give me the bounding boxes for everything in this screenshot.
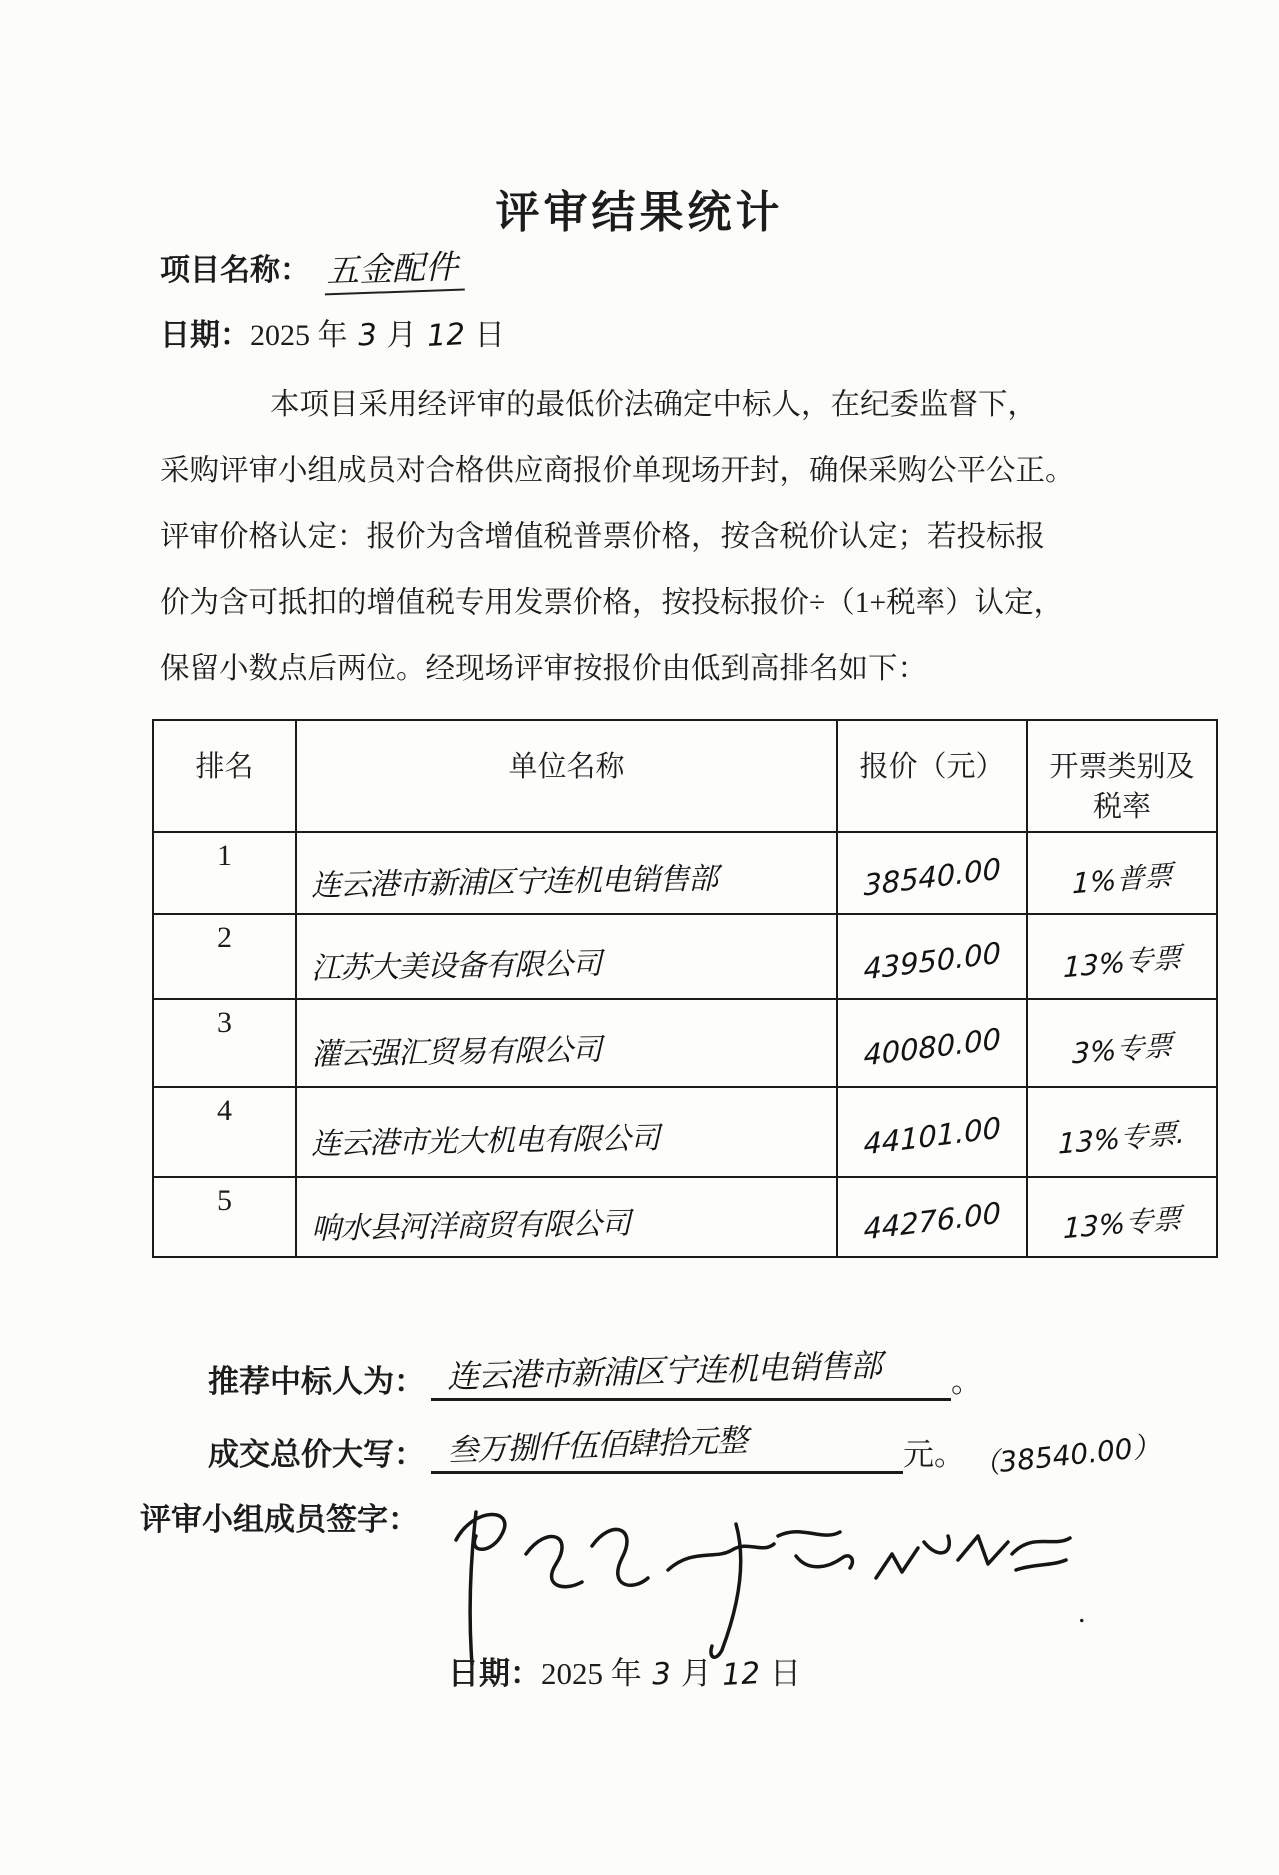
price-cell xyxy=(837,999,1027,1087)
date-day-unit: 日 xyxy=(474,319,505,352)
signature-scribble-2 xyxy=(668,1524,852,1657)
company-handwriting: 江苏大美设备有限公司 xyxy=(310,945,602,987)
tax-handwriting: 1%普票 xyxy=(1071,858,1173,900)
company-cell xyxy=(296,999,837,1087)
date-day-handwritten: 12 xyxy=(425,317,466,354)
signature-label: 评审小组成员签字： xyxy=(140,1502,419,1537)
price-handwriting: 38540.00 xyxy=(863,851,1001,903)
footer-date-month-handwritten: 3 xyxy=(650,1656,672,1693)
header-tax-line1: 开票类别及 xyxy=(1049,751,1195,783)
rank-cell: 5 xyxy=(153,1177,296,1257)
footer-date-label: 日期： xyxy=(448,1656,541,1691)
date-line xyxy=(160,310,505,354)
paragraph-line-3: 评审价格认定：报价为含增值税普票价格，按含税价认定；若投标报 xyxy=(160,521,1046,553)
header-price: 报价（元） xyxy=(837,720,1027,832)
tax-cell xyxy=(1027,914,1217,999)
price-cell xyxy=(837,832,1027,914)
company-handwriting: 连云港市新浦区宁连机电销售部 xyxy=(310,861,718,904)
winner-underline-field xyxy=(431,1346,951,1401)
paragraph-line-4: 价为含可抵扣的增值税专用发票价格，按投标报价÷（1+税率）认定， xyxy=(160,587,1064,619)
tax-cell xyxy=(1027,999,1217,1087)
footer-date-month-unit: 月 xyxy=(680,1656,712,1691)
date-month-unit: 月 xyxy=(386,319,417,352)
header-tax-line2: 税率 xyxy=(1092,791,1151,823)
rank-cell: 1 xyxy=(153,832,296,914)
footer-date-day-handwritten: 12 xyxy=(720,1656,761,1693)
price-handwriting: 44276.00 xyxy=(863,1195,1001,1247)
price-cell xyxy=(837,1177,1027,1257)
amount-label: 成交总价大写： xyxy=(208,1437,425,1472)
signature-trailing-dot: . xyxy=(1078,1596,1086,1629)
price-cell xyxy=(837,1087,1027,1177)
footer-date-day-unit: 日 xyxy=(770,1656,802,1691)
company-handwriting: 响水县河洋商贸有限公司 xyxy=(310,1206,631,1247)
tax-cell xyxy=(1027,1087,1217,1177)
company-handwriting: 灌云强汇贸易有限公司 xyxy=(310,1032,602,1073)
table-row xyxy=(153,999,1217,1087)
tax-handwriting: 13%专票. xyxy=(1058,1115,1186,1161)
paragraph-line-1: 本项目采用经评审的最低价法确定中标人，在纪委监督下， xyxy=(270,389,1038,421)
footer-date-year: 2025 年 xyxy=(541,1656,642,1691)
header-company: 单位名称 xyxy=(296,720,837,832)
project-name-label: 项目名称： xyxy=(160,254,310,287)
recommended-winner-line xyxy=(208,1346,982,1401)
signature-label-line xyxy=(140,1494,419,1539)
company-cell xyxy=(296,1087,837,1177)
page-title: 评审结果统计 xyxy=(495,188,784,237)
header-rank: 排名 xyxy=(153,720,296,832)
amount-unit: 元。 xyxy=(903,1437,965,1472)
price-handwriting: 40080.00 xyxy=(863,1021,1001,1073)
date-year: 2025 年 xyxy=(250,319,348,352)
ranking-table xyxy=(152,719,1218,1258)
price-cell xyxy=(837,914,1027,999)
amount-value-handwritten: 叁万捌仟伍佰肆拾元整 xyxy=(446,1422,748,1470)
price-handwriting: 43950.00 xyxy=(863,934,1001,987)
company-cell xyxy=(296,832,837,914)
table-row xyxy=(153,832,1217,914)
paragraph-line-2: 采购评审小组成员对合格供应商报价单现场开封，确保采购公平公正。 xyxy=(160,455,1075,487)
amount-underline-field xyxy=(431,1420,903,1474)
total-price-line xyxy=(208,1420,1162,1482)
project-name-value-handwritten: 五金配件 xyxy=(323,241,465,296)
date-label: 日期： xyxy=(160,319,250,352)
price-handwriting: 44101.00 xyxy=(863,1110,1001,1162)
table-row xyxy=(153,1177,1217,1257)
winner-period: 。 xyxy=(951,1364,982,1399)
signature-scribble-3 xyxy=(876,1536,1070,1578)
tax-cell xyxy=(1027,832,1217,914)
signature-scribble-1 xyxy=(456,1512,648,1664)
company-cell xyxy=(296,1177,837,1257)
rank-cell: 3 xyxy=(153,999,296,1087)
winner-label: 推荐中标人为： xyxy=(208,1364,425,1399)
table-row xyxy=(153,914,1217,999)
winner-value-handwritten: 连云港市新浦区宁连机电销售部 xyxy=(446,1346,882,1396)
tax-handwriting: 13%专票 xyxy=(1062,1201,1182,1245)
tax-cell xyxy=(1027,1177,1217,1257)
body-paragraph xyxy=(160,372,1075,702)
company-handwriting: 连云港市光大机电有限公司 xyxy=(310,1120,660,1163)
rank-cell: 2 xyxy=(153,914,296,999)
table-header-row xyxy=(153,720,1217,832)
tax-handwriting: 3%专票 xyxy=(1071,1028,1173,1070)
tax-handwriting: 13%专票 xyxy=(1062,940,1182,985)
project-name-line xyxy=(160,243,464,293)
paragraph-line-5: 保留小数点后两位。经现场评审按报价由低到高排名如下： xyxy=(160,653,928,685)
amount-figure-handwritten: （38540.00） xyxy=(969,1429,1162,1482)
footer-date-line xyxy=(448,1648,801,1693)
date-month-handwritten: 3 xyxy=(356,317,378,354)
table-row xyxy=(153,1087,1217,1177)
company-cell xyxy=(296,914,837,999)
rank-cell: 4 xyxy=(153,1087,296,1177)
header-tax xyxy=(1027,720,1217,832)
